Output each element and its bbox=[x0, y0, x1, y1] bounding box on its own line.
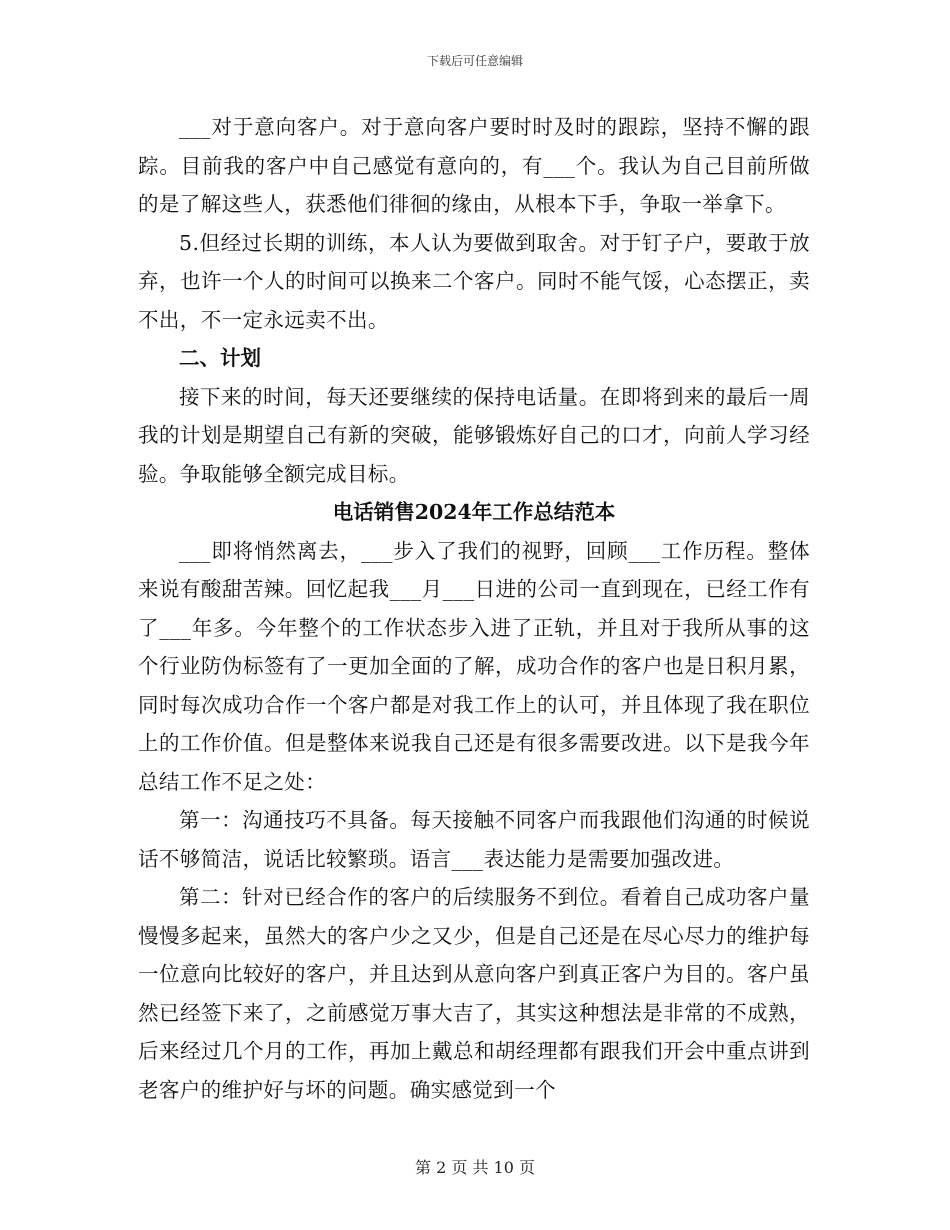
paragraph-plan: 接下来的时间，每天还要继续的保持电话量。在即将到来的最后一周我的计划是期望自己有新的突破，能够锻炼好自己的口才，向前人学习经验。争取能够全额完成目标。 bbox=[138, 384, 810, 486]
paragraph-second-shortcoming: 第二：针对已经合作的客户的后续服务不到位。看着自己成功客户量慢慢多起来，虽然大的客户少之又少，但是自己还是在尽心尽力的维护每一位意向比较好的客户，并且达到从意向客户到真正客户为目的。客户虽然已经签下来了，之前感觉万事大吉了，其实这种想法是非常的不成熟，后来经过几个月的工作，再加上戴总和胡经理都有跟我们开会中重点讲到老客户的维护好与坏的问题。确实感觉到一个 bbox=[138, 885, 810, 1102]
paragraph-intended-customers: ___对于意向客户。对于意向客户要时时及时的跟踪，坚持不懈的跟踪。目前我的客户中自己感觉有意向的，有___个。我认为自己目前所做的是了解这些人，获悉他们徘徊的缘由，从根本下手，争取一举拿下。 bbox=[138, 115, 810, 216]
section-heading-plan: 二、计划 bbox=[179, 346, 261, 370]
document-title: 电话销售2024年工作总结范本 bbox=[332, 500, 616, 524]
document-body bbox=[138, 108, 810, 1109]
page-header: 下载后可任意编辑 bbox=[426, 54, 523, 68]
paragraph-first-shortcoming: 第一：沟通技巧不具备。每天接触不同客户而我跟他们沟通的时候说话不够简洁，说话比较繁琐。语言___表达能力是需要加强改进。 bbox=[138, 808, 810, 871]
paragraph-review: ___即将悄然离去，___步入了我们的视野，回顾___工作历程。整体来说有酸甜苦辣。回忆起我___月___日进的公司一直到现在，已经工作有了___年多。今年整个的工作状态步入进了正轨，并且对于我所从事的这个行业防伪标签有了一更加全面的了解，成功合作的客户也是日积月累，同时每次成功合作一个客户都是对我工作上的认可，并且体现了我在职位上的工作价值。但是整体来说我自己还是有很多需要改进。以下是我今年总结工作不足之处： bbox=[138, 538, 810, 794]
page-number: 第 2 页 共 10 页 bbox=[415, 1158, 535, 1177]
paragraph-trade-offs: 5.但经过长期的训练，本人认为要做到取舍。对于钉子户，要敢于放弃，也许一个人的时间可以换来二个客户。同时不能气馁，心态摆正，卖不出，不一定永远卖不出。 bbox=[138, 230, 810, 332]
